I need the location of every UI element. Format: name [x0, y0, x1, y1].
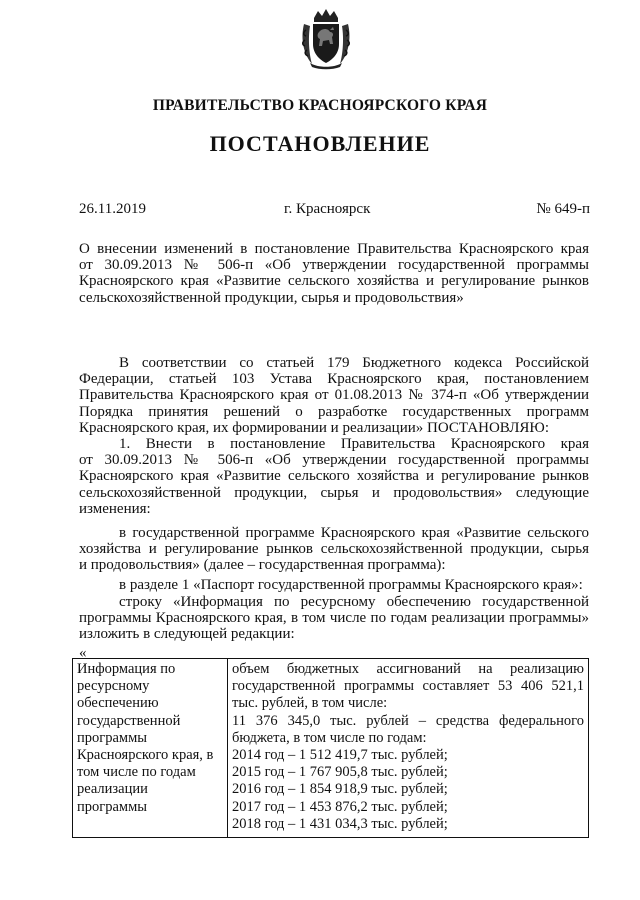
cell-line: 2015 год – 1 767 905,8 тыс. рублей; — [232, 764, 448, 781]
body-line: строку «Информация по ресурсному обеспечению государственной — [119, 594, 589, 610]
cell-line: программы — [77, 798, 147, 815]
body-line: от 30.09.2013 № 506-п «Об утверждении государственной программы — [79, 452, 589, 469]
body-line: в государственной программе Красноярского края «Развитие сельского — [119, 525, 589, 541]
body-line: В соответствии со статьей 179 Бюджетного кодекса Российской — [119, 355, 589, 371]
cell-line: бюджета, в том числе по годам: — [232, 729, 427, 746]
body-line: в разделе 1 «Паспорт государственной программы Красноярского края»: — [119, 577, 583, 593]
document-type-title: ПОСТАНОВЛЕНИЕ — [209, 131, 431, 156]
cell-line: государственной программы составляет 53 406 521,1 — [232, 678, 584, 695]
body-line: хозяйства и регулирование рынков сельскохозяйственной продукции, сырья — [79, 541, 589, 558]
body-line: 1. Внести в постановление Правительства Красноярского края — [119, 436, 589, 453]
cell-line: 2016 год – 1 854 918,9 тыс. рублей; — [232, 781, 448, 798]
cell-line: объем бюджетных ассигнований на реализацию — [232, 661, 584, 677]
body-line: сельскохозяйственной продукции, сырья и продовольствия» следующие — [79, 484, 589, 501]
cell-line: 2014 год – 1 512 419,7 тыс. рублей; — [232, 747, 448, 764]
cell-line: 11 376 345,0 тыс. рублей – средства федерального — [232, 712, 584, 729]
cell-line: ресурсному — [77, 678, 150, 695]
subject-line: сельскохозяйственной продукции, сырья и продовольствия» — [79, 289, 464, 306]
preamble-and-item-1 — [79, 355, 589, 517]
section-paragraph — [79, 577, 589, 593]
document-city: г. Красноярск — [284, 201, 371, 217]
cell-line: тыс. рублей, в том числе: — [232, 695, 388, 712]
body-line: программы Красноярского края, в том числе по годам реализации программы» — [79, 610, 589, 627]
cell-line: обеспечению — [77, 695, 159, 712]
body-line: Правительства Красноярского края от 01.08.2013 № 374-п «Об утверждении — [79, 387, 589, 404]
cell-line: Информация по — [77, 661, 176, 677]
body-line: и продовольствия» (далее – государственная программа): — [79, 557, 446, 574]
cell-line: реализации — [77, 781, 148, 798]
program-paragraph — [79, 525, 589, 574]
document-date: 26.11.2019 — [79, 201, 146, 217]
government-name: ПРАВИТЕЛЬСТВО КРАСНОЯРСКОГО КРАЯ — [152, 97, 488, 114]
opening-quote-mark: « — [79, 645, 87, 661]
body-line: Порядка принятия решений о разработке государственных программ — [79, 403, 589, 420]
subject-line: Красноярского края «Развитие сельского хозяйства и регулирование рынков — [79, 273, 589, 290]
cell-line: программы — [77, 729, 147, 746]
table-row — [73, 659, 589, 838]
row-paragraph — [79, 594, 589, 643]
coat-of-arms-emblem — [300, 8, 352, 70]
body-line: Федерации, статьей 103 Устава Красноярского края, постановлением — [79, 371, 589, 388]
cell-line: 2017 год – 1 453 876,2 тыс. рублей; — [232, 798, 448, 815]
table-cell-value — [228, 659, 589, 838]
document-number: № 649-п — [536, 201, 590, 217]
body-line: Красноярского края, их формировании и реализации» ПОСТАНОВЛЯЮ: — [79, 419, 549, 436]
cell-line: Красноярского края, в — [77, 747, 214, 764]
body-line: изменения: — [79, 500, 151, 517]
resource-provision-table — [72, 658, 589, 838]
cell-line: том числе по годам — [77, 764, 196, 781]
cell-line: 2018 год – 1 431 034,3 тыс. рублей; — [232, 815, 448, 832]
document-subject — [79, 241, 589, 306]
subject-line: от 30.09.2013 № 506-п «Об утверждении государственной программы — [79, 257, 589, 274]
subject-line: О внесении изменений в постановление Правительства Красноярского края — [79, 241, 589, 257]
cell-line: государственной — [77, 712, 181, 729]
body-line: изложить в следующей редакции: — [79, 626, 295, 643]
table-cell-label — [73, 659, 228, 838]
body-line: Красноярского края «Развитие сельского хозяйства и регулирование рынков — [79, 468, 589, 485]
